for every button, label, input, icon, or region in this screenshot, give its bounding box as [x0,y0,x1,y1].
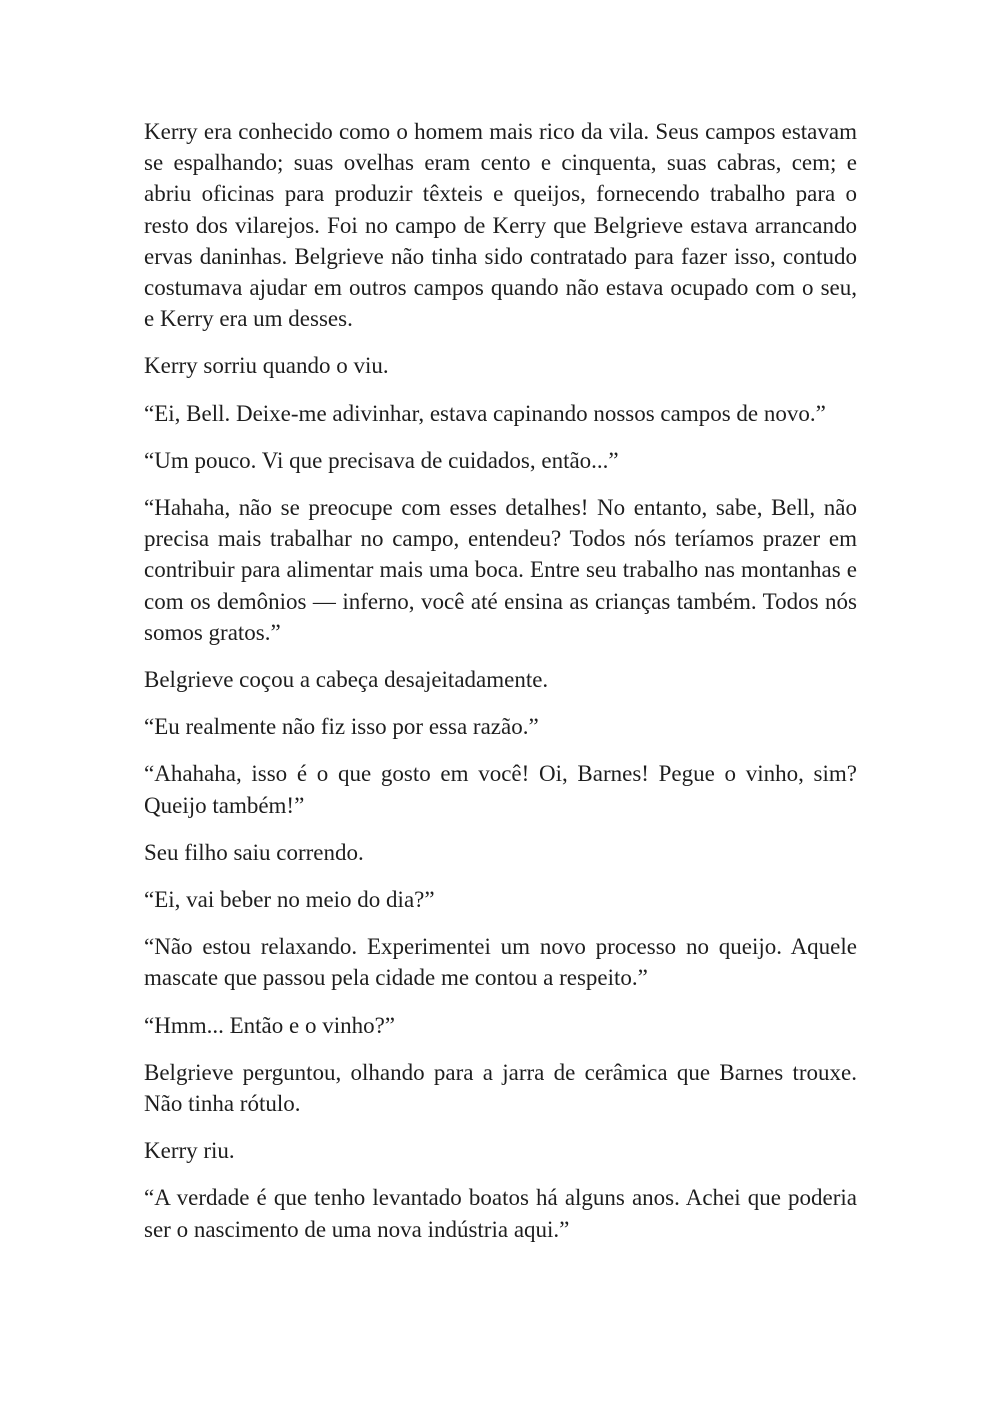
paragraph: “Hmm... Então e o vinho?” [144,1012,396,1038]
paragraph: Kerry era conhecido como o homem mais rico da vila. Seus campos estavam se espalhando; suas ovelhas eram cento e cinquenta, suas cabras, cem; e abriu oficinas para produzir têxteis e queijos, fornecendo trabalho para o resto dos vilarejos. Foi no campo de Kerry que Belgrieve estava arrancando ervas daninhas. Belgrieve não tinha sido contratado para fazer isso, contudo costumava ajudar em outros campos quando não estava ocupado com o seu, e Kerry era um desses. [144,119,857,332]
paragraph: Seu filho saiu correndo. [144,839,364,865]
paragraph: Kerry riu. [144,1138,235,1164]
paragraph: “Hahaha, não se preocupe com esses detalhes! No entanto, sabe, Bell, não precisa mais trabalhar no campo, entendeu? Todos nós teríamos prazer em contribuir para alimentar mais uma boca. Entre seu trabalho nas montanhas e com os demônios — inferno, você até ensina as crianças também. Todos nós somos gratos.” [144,495,857,645]
paragraph: “Ei, Bell. Deixe-me adivinhar, estava capinando nossos campos de novo.” [144,400,826,426]
paragraph: Belgrieve perguntou, olhando para a jarra de cerâmica que Barnes trouxe. Não tinha rótulo. [144,1059,857,1117]
paragraph: “Ei, vai beber no meio do dia?” [144,887,435,913]
paragraph: “A verdade é que tenho levantado boatos há alguns anos. Achei que poderia ser o nascimento de uma nova indústria aqui.” [144,1185,857,1242]
paragraph: “Não estou relaxando. Experimentei um novo processo no queijo. Aquele mascate que passou pela cidade me contou a respeito.” [144,934,857,991]
body-text [144,116,857,1261]
paragraph: “Um pouco. Vi que precisava de cuidados, então...” [144,447,619,473]
paragraph: “Eu realmente não fiz isso por essa razão.” [144,714,539,740]
paragraph: “Ahahaha, isso é o que gosto em você! Oi, Barnes! Pegue o vinho, sim? Queijo também!” [144,761,857,818]
paragraph: Kerry sorriu quando o viu. [144,353,389,379]
paragraph: Belgrieve coçou a cabeça desajeitadamente. [144,667,549,693]
